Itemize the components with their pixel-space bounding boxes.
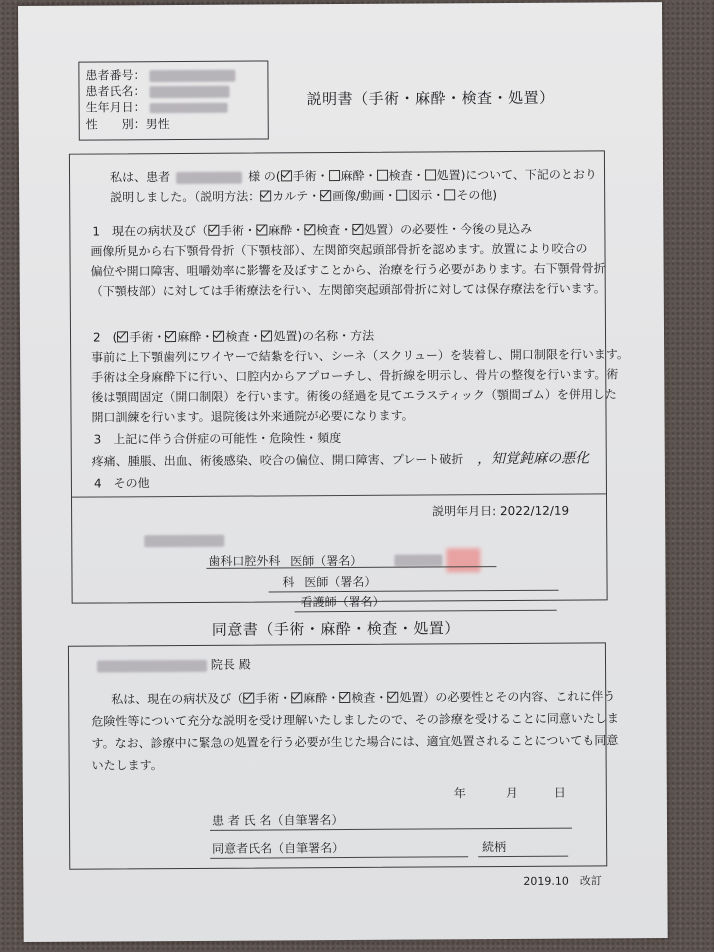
department-name: 歯科口腔外科 [208,553,281,569]
section-1-line-3: （下顎枝部）に対しては手術療法を行い、左関節突起頭部骨折に対しては保存療法を行います。 [90,281,606,299]
checkbox-chart[interactable] [260,190,271,201]
s2-checkbox-treatment[interactable] [261,330,272,341]
method-figure: 図示 [408,188,433,203]
s1-head-b: ）の必要性・今後の見込み [388,221,533,237]
s2-checkbox-surgery[interactable] [117,331,128,342]
section-2-heading: 2 ( 手術・ 麻酔・ 検査・ 処置)の名称・方法 [92,328,375,345]
sex-row [86,115,170,134]
relation-label: 続柄 [482,840,507,855]
consent-opt-anesthesia: 麻酔 [303,691,328,706]
s1-checkbox-treatment[interactable] [352,224,363,235]
director-row [97,656,251,675]
revision-note: 2019.10 改訂 [523,874,602,888]
section-1-line-1: 画像所見から右下顎骨骨折（下顎枝部）、左関節突起頭部骨折を認めます。放置により咬合の [90,241,588,259]
s2-opt-surgery: 手術 [129,330,154,345]
redacted-patient-number [149,69,235,82]
section-2-line-2: 手術は全身麻酔下に行い、口腔内からアプローチし、骨折線を明示し、骨片の整復を行います。術 [91,367,619,385]
intro-text: 私は、患者 [110,170,171,185]
document-paper [18,2,668,942]
s2-opt-treatment: 処置 [273,329,298,344]
intro-text-3: )について、下記のとおり [460,167,597,183]
checkbox-figure[interactable] [396,190,407,201]
opt-surgery: 手術 [292,169,317,184]
checkbox-image[interactable] [320,190,331,201]
handwritten-addition: ，知覚鈍麻の悪化 [477,450,590,468]
department-2: 科 [282,575,295,590]
s1-checkbox-anesthesia[interactable] [256,224,267,235]
method-label: 説明しました。（説明方法： [110,189,261,205]
method-chart: カルテ [272,189,309,204]
s2-head-a: 2 ( [92,330,118,345]
birthdate-label: 生年月日： [85,100,146,115]
section-1-heading: 1 現在の病状及び（ 手術・ 麻酔・ 検査・ 処置）の必要性・今後の見込み [92,221,533,239]
patient-sign-label: 患 者 氏 名（自筆署名） [211,813,344,828]
doctor-sign-row [208,548,480,574]
consent-month: 月 [505,785,518,801]
consenter-sign-label: 同意者氏名（自筆署名） [212,841,345,856]
consent-box [68,642,619,869]
consent-day: 日 [553,785,566,800]
explanation-date-value: 2022/12/19 [499,503,570,519]
nurse-sign-label: 看護師（署名） [300,594,385,610]
relation-line[interactable] [478,856,568,858]
consent-title: 同意書（手術・麻酔・検査・処置） [211,619,460,639]
consent-year: 年 [453,786,466,801]
consent-p1-a: 私は、現在の病状及び（ [111,691,244,707]
consent-p1-b: ）の必要性とその内容、これに伴う [423,689,616,705]
s3-text: 疼痛、腫脹、出血、術後感染、咬合の偏位、開口障害、プレート破折 [91,452,464,469]
consenter-sign-line[interactable] [210,856,468,859]
s1-opt-treatment: 処置 [364,222,389,237]
opt-exam: 検査 [388,168,413,183]
consent-checkbox-surgery[interactable] [243,693,254,704]
section-2-line-3: 後は顎間固定（開口制限）を行います。術後の経過を見てエラスティック（顎間ゴム）を併用した [91,387,617,405]
redacted-patient-name-2 [176,171,242,183]
section-1-line-2: 偏位や開口障害、咀嚼効率に影響を及ぼすことから、治療を行う必要があります。右下顎骨骨折 [90,261,606,279]
intro-line-1: 私は、患者 様 の( 手術・ 麻酔・ 検査・ 処置)について、下記のとおり [110,167,597,185]
doctor-seal-stamp [446,548,480,572]
checkbox-other[interactable] [444,189,455,200]
checkbox-exam[interactable] [377,170,388,181]
sex-value: 男性 [145,117,170,132]
s1-opt-anesthesia: 麻酔 [268,223,293,238]
s1-checkbox-surgery[interactable] [208,225,219,236]
birthdate-row [86,98,228,117]
opt-anesthesia: 麻酔 [340,168,365,184]
s2-checkbox-anesthesia[interactable] [165,331,176,342]
doctor-sign-label-2: 医師（署名） [304,574,377,590]
section-2-line-1: 事前に上下顎歯列にワイヤーで結紮を行い、シーネ（スクリュー）を装着し、開口制限を行います。 [91,347,629,365]
s1-opt-exam: 検査 [316,223,341,238]
consent-checkbox-treatment[interactable] [387,692,398,703]
explanation-date-row [432,502,569,521]
consent-line-4: いたします。 [91,758,163,773]
s2-checkbox-exam[interactable] [213,331,224,342]
explanation-box [69,150,629,610]
consent-checkbox-exam[interactable] [339,692,350,703]
method-other: その他 [456,188,493,203]
s1-checkbox-exam[interactable] [304,224,315,235]
patient-info-box [78,60,268,140]
consent-line-2: 危険性等について充分な説明を受け理解いたしましたので、その診療を受けることに同意いたしま [91,711,619,729]
opt-treatment: 処置 [436,168,461,183]
method-image: 画像/動画 [332,188,385,204]
consent-line-1: 私は、現在の病状及び（ 手術・ 麻酔・ 検査・ 処置）の必要性とその内容、これに伴う [111,689,616,707]
consent-opt-exam: 検査 [351,690,376,705]
s1-head-a: 1 現在の病状及び（ [92,223,209,239]
redacted-hospital-director [97,659,207,672]
redacted-birthdate [149,102,227,112]
section-3-heading: 3 上記に伴う合併症の可能性・危険性・頻度 [93,431,342,447]
doctor-sign-label: 医師（署名） [290,553,363,568]
checkbox-surgery[interactable] [281,170,292,181]
director-label: 院長 殿 [210,657,251,672]
dept2-sign-row [282,573,376,592]
s2-opt-anesthesia: 麻酔 [177,329,202,345]
checkbox-anesthesia[interactable] [329,170,340,181]
redacted-patient-name [149,85,229,97]
consent-checkbox-anesthesia[interactable] [291,692,302,703]
redacted-doctor-name [394,554,442,566]
s2-opt-exam: 検査 [225,329,250,344]
patient-name-label: 患者氏名： [85,84,146,99]
consent-opt-treatment: 処置 [399,690,424,705]
intro-line-2: 説明しました。（説明方法： カルテ・ 画像/動画・ 図示・ その他) [110,188,498,205]
section-2-line-4: 開口訓練を行います。退院後は外来通院が必要になります。 [91,408,414,425]
checkbox-treatment[interactable] [425,169,436,180]
divider [72,493,606,497]
sex-label: 性 別： [85,117,146,132]
consent-line-3: す。なお、診療中に緊急の処置を行う必要が生じた場合には、適宜処置されることについても同意 [91,733,619,751]
document-title: 説明書（手術・麻酔・検査・処置） [306,88,555,109]
intro-text-2: 様 の( [248,169,281,184]
consent-opt-surgery: 手術 [255,691,280,706]
section-4-heading: 4 その他 [93,476,150,491]
patient-number-label: 患者番号： [85,68,146,83]
nurse-sign-line [295,610,557,613]
redacted-hospital-name [144,530,224,549]
s2-head-b: )の名称・方法 [297,328,375,344]
s1-opt-surgery: 手術 [219,223,245,238]
explanation-date-label: 説明年月日: [432,504,497,519]
section-3-line-1 [92,450,589,471]
